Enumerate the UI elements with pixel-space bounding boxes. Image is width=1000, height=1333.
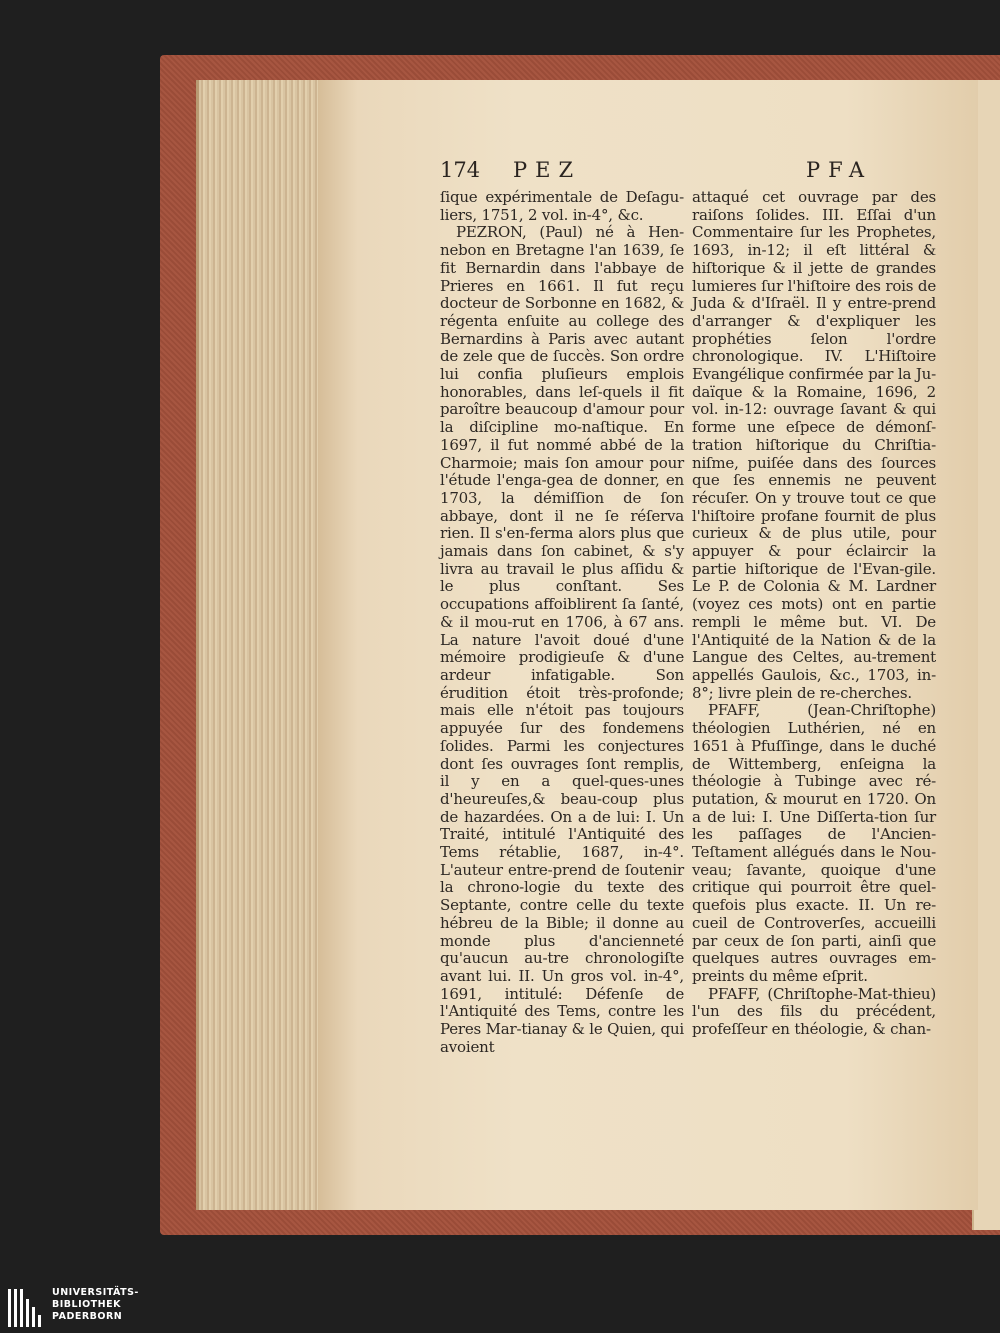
right-text-column [692,189,936,1039]
paragraph: PFAFF, (Chriſtophe-Mat-thieu) l'un des fils du précédent, profeſſeur en théologie, & chan- [692,984,936,1039]
logo-line: UNIVERSITÄTS- [52,1287,139,1298]
page-edges [196,80,329,1210]
paragraph: PFAFF, (Jean-Chriſtophe) théologien Luthérien, né en 1651 à Pfuſſinge, dans le duché de Wittemberg, enſeigna la théologie à Tubinge avec ré-putation, & mourut en 1720. On a de lui: I. Une Diſſerta-tion ſur les paſſages de l'Ancien-Teſtament allégués dans le Nou-veau; ſavante, quoique d'une critique qui pourroit être quel-quefois plus exacte. II. Un re-cueil de Controverſes, accueilli par ceux de ſon parti, ainſi que quelques autres ouvrages em-preints du même eſprit. [692,701,936,985]
page-number: 174 [440,158,481,182]
paragraph: ſique expérimentale de Deſagu-liers, 1751, 2 vol. in-4°, &c. [440,188,684,224]
paragraph: PEZRON, (Paul) né à Hen-nebon en Bretagne l'an 1639, ſe fit Bernardin dans l'abbaye de Prieres en 1661. Il fut reçu docteur de Sorbonne en 1682, & régenta enſuite au college des Bernardins à Paris avec autant de zele que de ſuccès. Son ordre lui confia pluſieurs emplois honorables, dans leſ-quels il fit paroître beaucoup d'amour pour la diſcipline mo-naſtique. En 1697, il fut nommé abbé de la Charmoie; mais ſon amour pour l'étude l'enga-gea de donner, en 1703, la démiſſion de ſon abbaye, dont il ne ſe réſerva rien. Il s'en-ferma alors plus que jamais dans ſon cabinet, & s'y livra au travail le plus aſſidu & le plus conſtant. Ses occupations affoiblirent ſa ſanté, & il mou-rut en 1706, à 67 ans. La nature l'avoit doué d'une mémoire prodigieuſe & d'une ardeur infatigable. Son érudition étoit très-profonde; mais elle n'étoit pas toujours appuyée ſur des fondemens ſolides. Parmi les conjectures dont ſes ouvrages ſont remplis, il y en a quel-ques-unes d'heureuſes,& beau-coup plus de hazardées. On a de lui: I. Un Traité, intitulé l'Antiquité des Tems rétablie, 1687, in-4°. L'auteur entre-prend de ſoutenir la chrono-logie du texte des Septante, contre celle du texte hébreu de la Bible; il donne au monde plus d'ancienneté qu'aucun au-tre chronologiſte avant lui. II. Un gros vol. in-4°, 1691, intitulé: Défenſe de l'Antiquité des Tems, contre les Peres Mar-tianay & le Quien, qui avoient [440,223,685,1056]
paragraph: attaqué cet ouvrage par des raiſons ſolides. III. Eſſai d'un Commentaire ſur les Prophetes, 1693, in-12; il eſt littéral & hiſtorique & il jette de grandes lumieres ſur l'hiſtoire des rois de Juda & d'Iſraël. Il y entre-prend d'arranger & d'expliquer les prophéties ſelon l'ordre chronologique. IV. L'Hiſtoire Evangélique confirmée par la Ju-daïque & la Romaine, 1696, 2 vol. in-12: ouvrage ſavant & qui forme une eſpece de démonſ-tration hiſtorique du Chriſtia-niſme, puiſée dans des ſources que ſes ennemis ne peuvent récuſer. On y trouve tout ce que l'hiſtoire profane fournit de plus curieux & de plus utile, pour appuyer & pour éclaircir la partie hiſtorique de l'Evan-gile. Le P. de Colonia & M. Lardner (voyez ces mots) ont en partie rempli le même but. VI. De l'Antiquité de la Nation & de la Langue des Celtes, au-trement appellés Gaulois, &c., 1703, in-8°; livre plein de re-cherches. [692,188,936,702]
logo-line: BIBLIOTHEK [52,1299,121,1310]
library-logo [52,1287,139,1323]
logo-line: PADERBORN [52,1311,123,1322]
right-running-head: PFA [806,158,873,182]
left-running-head: PEZ [513,158,582,182]
left-text-column [440,189,684,1056]
footer-band [0,1283,1000,1333]
